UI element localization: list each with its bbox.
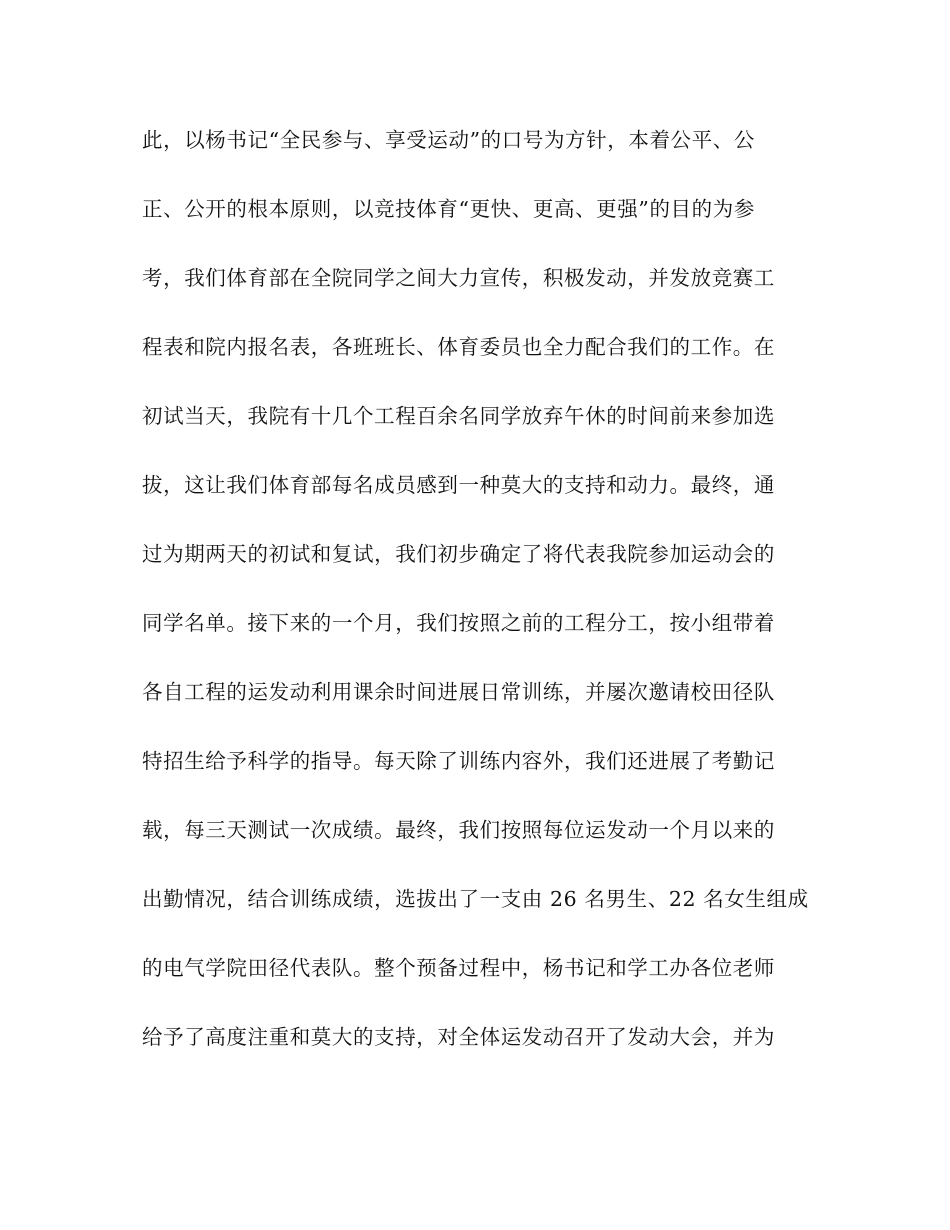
text-line: 拔，这让我们体育部每名成员感到一种莫大的支持和动力。最终，通 [142,473,775,497]
text-line: 给予了高度注重和莫大的支持，对全体运发动召开了发动大会，并为 [142,1025,775,1049]
text-line: 的电气学院田径代表队。整个预备过程中，杨书记和学工办各位老师 [142,956,775,980]
text-line: 载，每三天测试一次成绩。最终，我们按照每位运发动一个月以来的 [142,818,775,842]
text-line: 各自工程的运发动利用课余时间进展日常训练，并屡次邀请校田径队 [142,680,775,704]
text-line: 出勤情况，结合训练成绩，选拔出了一支由 26 名男生、22 名女生组成 [142,887,809,911]
text-line: 过为期两天的初试和复试，我们初步确定了将代表我院参加运动会的 [142,542,775,566]
text-line: 考，我们体育部在全院同学之间大力宣传，积极发动，并发放竞赛工 [142,266,775,290]
body-paragraph [142,124,812,1090]
text-line: 正、公开的根本原则，以竞技体育“更快、更高、更强”的目的为参 [142,197,755,221]
text-line: 初试当天，我院有十几个工程百余名同学放弃午休的时间前来参加选 [142,404,775,428]
text-line: 程表和院内报名表，各班班长、体育委员也全力配合我们的工作。在 [142,335,775,359]
text-line: 同学名单。接下来的一个月，我们按照之前的工程分工，按小组带着 [142,611,775,635]
text-line: 特招生给予科学的指导。每天除了训练内容外，我们还进展了考勤记 [142,749,775,773]
text-line: 此，以杨书记“全民参与、享受运动”的口号为方针，本着公平、公 [142,128,755,152]
